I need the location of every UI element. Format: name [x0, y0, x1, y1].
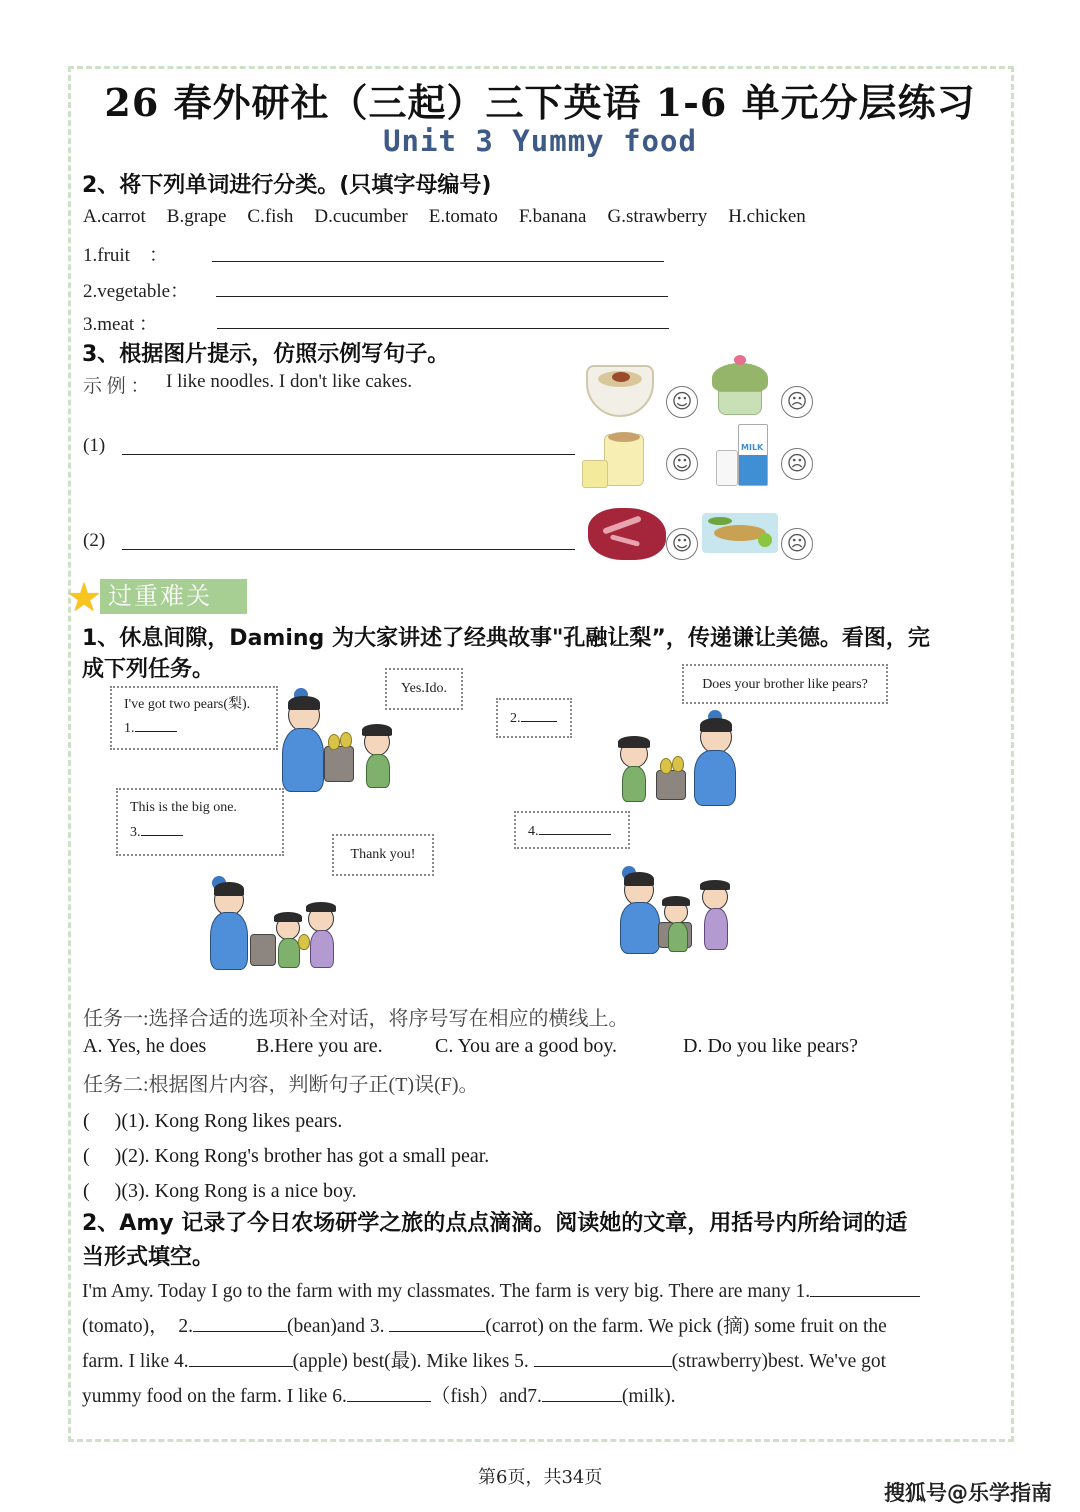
tf-answer-paren[interactable]: ( ) — [83, 1145, 122, 1167]
passage-text: (apple) best(最). Mike likes 5. — [292, 1351, 534, 1372]
tf-item — [83, 1139, 489, 1168]
meat-image — [588, 508, 666, 560]
passage-text: yummy food on the farm. I like 6. — [82, 1386, 347, 1407]
item-2-label: (2) — [83, 530, 106, 551]
scene-3-illustration — [206, 876, 342, 974]
word-option: G.strawberry — [607, 206, 708, 227]
scene-1-illustration — [278, 688, 398, 794]
passage-line-1 — [82, 1274, 920, 1309]
category-meat-label: 3.meat ： — [83, 314, 158, 335]
speech-bubble-2 — [496, 698, 572, 738]
passage-text: (milk). — [621, 1386, 676, 1407]
fish-image — [702, 513, 778, 553]
page-title: 26 春外研社（三起）三下英语 1-6 单元分层练习 — [104, 80, 976, 125]
passage-text: (strawberry)best. We've got — [671, 1351, 887, 1372]
tf-statement: (3). Kong Rong is a nice boy. — [121, 1180, 357, 1202]
tf-item — [83, 1104, 342, 1133]
unit-subtitle: Unit 3 Yummy food — [383, 124, 697, 158]
amy-heading-line2: 当形式填空。 — [82, 1245, 215, 1270]
passage-text: (bean)and 3. — [287, 1316, 390, 1337]
story-heading-line1: 1、休息间隙，Daming 为大家讲述了经典故事"孔融让梨”，传递谦让美德。看图，完 — [82, 626, 930, 651]
example-sentence: I like noodles. I don't like cakes. — [166, 371, 413, 392]
blank-4[interactable] — [539, 821, 611, 835]
q2-heading: 2、将下列单词进行分类。(只填字母编号) — [82, 173, 492, 198]
blank-strawberry[interactable] — [534, 1349, 672, 1367]
passage-line-3 — [82, 1344, 886, 1379]
tf-answer-paren[interactable]: ( ) — [83, 1180, 122, 1202]
word-option: B.grape — [166, 206, 227, 227]
task1-option-b: B.Here you are. — [256, 1035, 383, 1057]
category-vegetable-label: 2.vegetable： — [83, 281, 190, 302]
blank-bean[interactable] — [193, 1314, 287, 1332]
blank-carrot[interactable] — [389, 1314, 485, 1332]
passage-text: (tomato)， 2. — [82, 1316, 194, 1337]
blank-milk[interactable] — [542, 1384, 622, 1402]
passage-text: （fish）and7. — [430, 1386, 542, 1407]
speech-bubble-thanks: Thank you! — [332, 834, 434, 876]
word-option: A.carrot — [83, 206, 146, 227]
tf-answer-paren[interactable]: ( ) — [83, 1110, 122, 1132]
juice-image — [582, 432, 658, 490]
blank-label: 3. — [130, 825, 141, 840]
sad-face-icon: ☹ — [781, 448, 813, 480]
amy-heading-line1: 2、Amy 记录了今日农场研学之旅的点点滴滴。阅读她的文章，用括号内所给词的适 — [82, 1211, 908, 1236]
word-option: D.cucumber — [314, 206, 408, 227]
milk-label: MILK — [741, 443, 764, 452]
section-badge: 过重难关 — [100, 579, 247, 614]
task1-heading: 任务一:选择合适的选项补全对话，将序号写在相应的横线上。 — [83, 1008, 629, 1030]
star-icon: ★ — [66, 575, 102, 621]
watermark: 搜狐号@乐学指南 — [884, 1481, 1052, 1505]
vegetable-answer-line[interactable] — [216, 296, 668, 297]
task1-option-a: A. Yes, he does — [83, 1035, 207, 1057]
happy-face-icon: ☺ — [666, 528, 698, 560]
blank-fish[interactable] — [347, 1384, 431, 1402]
blank-3[interactable] — [141, 822, 183, 836]
bubble-text: This is the big one. — [130, 800, 237, 815]
milk-image — [714, 424, 770, 490]
page-number: 第6页，共34页 — [478, 1467, 603, 1488]
blank-apple[interactable] — [189, 1349, 293, 1367]
blank-label: 2. — [510, 711, 521, 726]
speech-bubble-3 — [116, 788, 284, 856]
task2-heading: 任务二:根据图片内容，判断句子正(T)误(F)。 — [83, 1074, 479, 1096]
story-heading-line2: 成下列任务。 — [82, 657, 215, 682]
bubble-text: I've got two pears(梨). — [124, 697, 251, 712]
tf-statement: (1). Kong Rong likes pears. — [121, 1110, 343, 1132]
example-label: 示 例 ： — [83, 376, 150, 397]
blank-2[interactable] — [521, 708, 557, 722]
tf-statement: (2). Kong Rong's brother has got a small pear. — [121, 1145, 490, 1167]
happy-face-icon: ☺ — [666, 448, 698, 480]
tf-item — [83, 1174, 357, 1203]
passage-text: farm. I like 4. — [82, 1351, 189, 1372]
cupcake-image — [712, 355, 768, 417]
task1-options — [83, 1035, 883, 1058]
scene-2-illustration — [616, 710, 740, 810]
scene-4-illustration — [618, 866, 734, 958]
word-option: F.banana — [518, 206, 587, 227]
speech-bubble-1 — [110, 686, 278, 750]
meat-answer-line[interactable] — [217, 328, 669, 329]
fruit-answer-line[interactable] — [212, 261, 664, 262]
sad-face-icon: ☹ — [781, 528, 813, 560]
word-option: H.chicken — [728, 206, 806, 227]
item-2-answer-line[interactable] — [122, 549, 575, 550]
category-fruit-label: 1.fruit ： — [83, 245, 168, 266]
blank-tomato[interactable] — [810, 1279, 920, 1297]
blank-label: 4. — [528, 824, 539, 839]
blank-1[interactable] — [135, 718, 177, 732]
q3-heading: 3、根据图片提示，仿照示例写句子。 — [82, 342, 450, 367]
passage-text: (carrot) on the farm. We pick (摘) some fruit on the — [485, 1316, 887, 1337]
item-1-answer-line[interactable] — [122, 454, 575, 455]
happy-face-icon: ☺ — [666, 386, 698, 418]
word-option: E.tomato — [428, 206, 498, 227]
speech-bubble-does: Does your brother like pears? — [682, 664, 888, 704]
blank-label: 1. — [124, 721, 135, 736]
word-option: C.fish — [247, 206, 294, 227]
passage-line-2 — [82, 1309, 887, 1344]
passage-text: I'm Amy. Today I go to the farm with my classmates. The farm is very big. There are many 1. — [82, 1281, 811, 1302]
word-options — [83, 206, 806, 228]
item-1-label: (1) — [83, 435, 106, 456]
task1-option-c: C. You are a good boy. — [435, 1035, 618, 1057]
speech-bubble-4 — [514, 811, 630, 849]
task1-option-d: D. Do you like pears? — [683, 1035, 858, 1057]
sad-face-icon: ☹ — [781, 386, 813, 418]
passage-line-4 — [82, 1379, 675, 1414]
speech-bubble-yes: Yes.Ido. — [385, 668, 463, 710]
